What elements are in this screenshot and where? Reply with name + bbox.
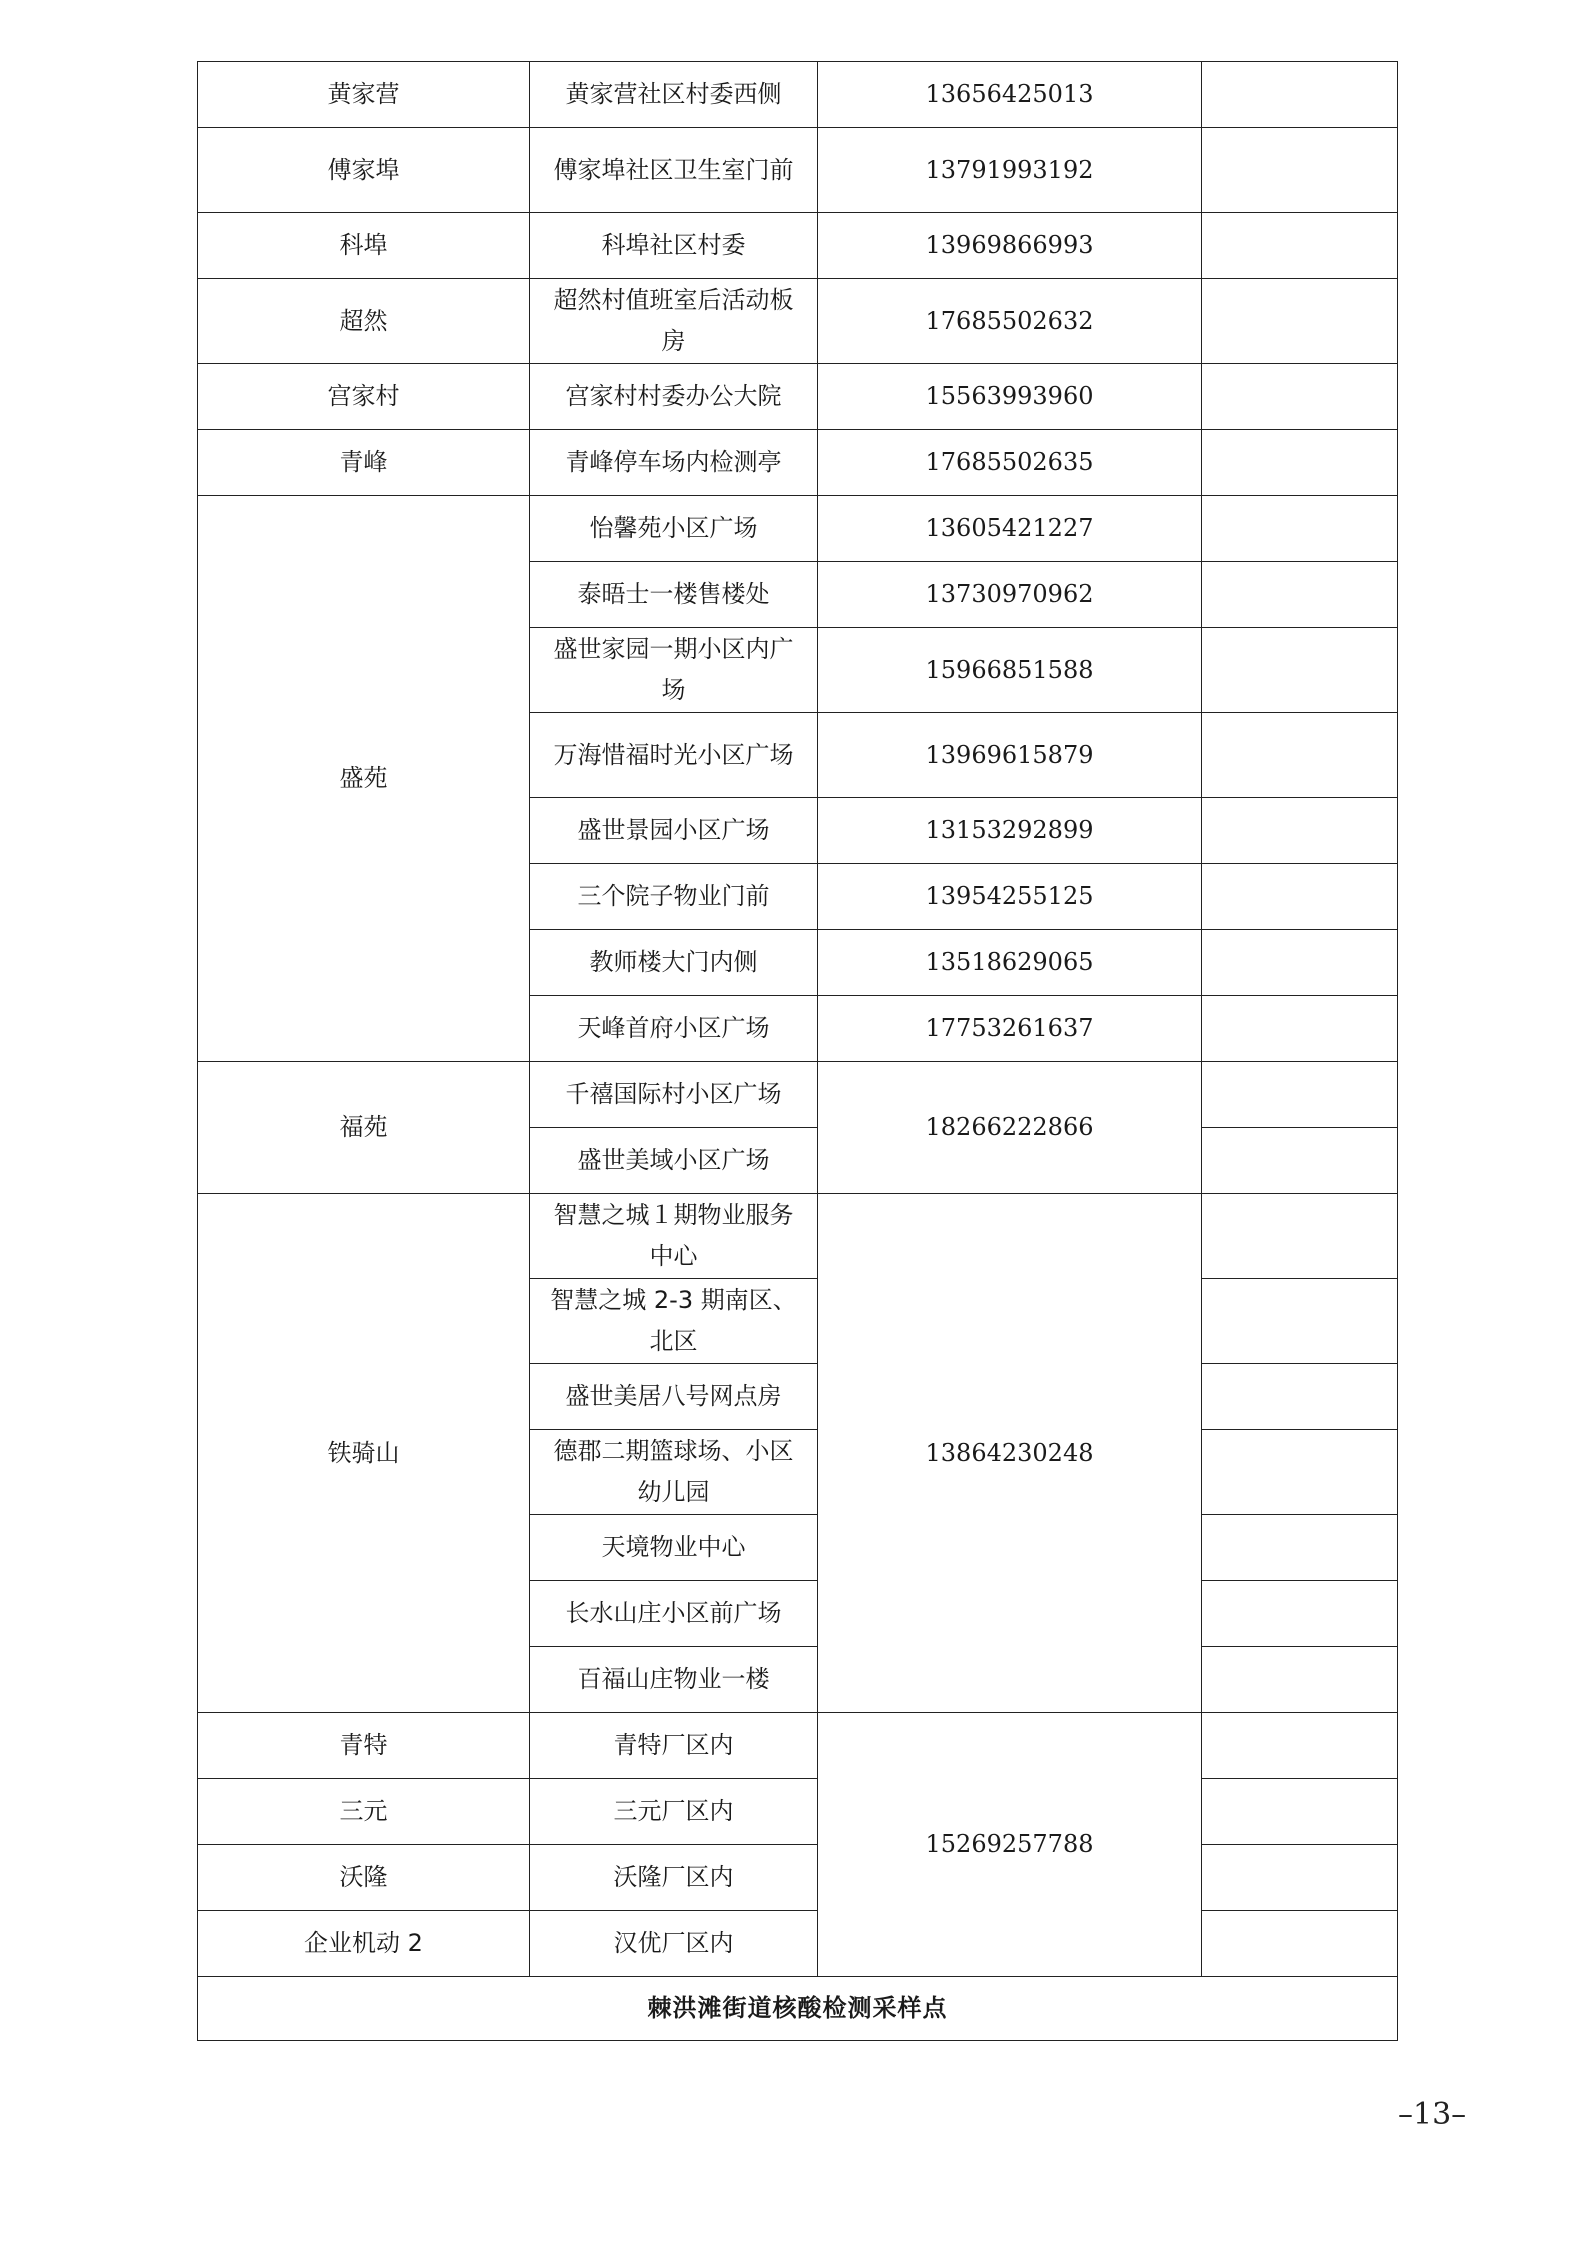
phone-cell: 13954255125 [818,864,1202,930]
community-cell-tieqishan: 铁骑山 [198,1194,530,1713]
site-cell: 教师楼大门内侧 [530,930,818,996]
table-row [198,1713,1398,1779]
site-cell: 三个院子物业门前 [530,864,818,930]
note-cell [1202,1279,1398,1364]
table-row [198,279,1398,364]
note-cell [1202,1194,1398,1279]
note-cell [1202,864,1398,930]
note-cell [1202,279,1398,364]
site-cell: 盛世景园小区广场 [530,798,818,864]
table-row [198,1845,1398,1911]
note-cell [1202,1713,1398,1779]
note-cell [1202,1647,1398,1713]
community-cell: 傅家埠 [198,128,530,213]
note-cell [1202,628,1398,713]
site-cell: 千禧国际村小区广场 [530,1062,818,1128]
table-row [198,62,1398,128]
site-cell: 德郡二期篮球场、小区幼儿园 [530,1430,818,1515]
site-cell: 沃隆厂区内 [530,1845,818,1911]
site-cell: 超然村值班室后活动板房 [530,279,818,364]
note-cell [1202,1062,1398,1128]
site-cell: 长水山庄小区前广场 [530,1581,818,1647]
site-cell: 智慧之城１期物业服务中心 [530,1194,818,1279]
site-cell: 天境物业中心 [530,1515,818,1581]
note-cell [1202,1581,1398,1647]
site-cell: 盛世美居八号网点房 [530,1364,818,1430]
community-cell: 宫家村 [198,364,530,430]
sampling-sites-table [197,61,1398,2041]
note-cell [1202,1128,1398,1194]
phone-cell: 15563993960 [818,364,1202,430]
site-cell: 盛世美域小区广场 [530,1128,818,1194]
table-row [198,1194,1398,1279]
phone-cell: 13969615879 [818,713,1202,798]
note-cell [1202,430,1398,496]
site-cell: 万海惜福时光小区广场 [530,713,818,798]
phone-cell: 13605421227 [818,496,1202,562]
note-cell [1202,798,1398,864]
note-cell [1202,364,1398,430]
community-cell-shengyuan: 盛苑 [198,496,530,1062]
community-cell: 黄家营 [198,62,530,128]
table-footer-title: 棘洪滩街道核酸检测采样点 [198,1977,1398,2041]
site-cell: 智慧之城 2-3 期南区、北区 [530,1279,818,1364]
community-cell: 沃隆 [198,1845,530,1911]
phone-cell: 13791993192 [818,128,1202,213]
site-cell: 青峰停车场内检测亭 [530,430,818,496]
page-number: –13– [1398,2097,1467,2132]
table-row [198,430,1398,496]
site-cell: 泰晤士一楼售楼处 [530,562,818,628]
note-cell [1202,1779,1398,1845]
note-cell [1202,1845,1398,1911]
site-cell: 百福山庄物业一楼 [530,1647,818,1713]
site-cell: 青特厂区内 [530,1713,818,1779]
table-row [198,1779,1398,1845]
community-cell: 企业机动 2 [198,1911,530,1977]
note-cell [1202,128,1398,213]
phone-cell: 13518629065 [818,930,1202,996]
table-row [198,1911,1398,1977]
phone-cell: 17753261637 [818,996,1202,1062]
note-cell [1202,1911,1398,1977]
table-footer-row [198,1977,1398,2041]
note-cell [1202,930,1398,996]
site-cell: 宫家村村委办公大院 [530,364,818,430]
phone-cell: 15966851588 [818,628,1202,713]
note-cell [1202,1364,1398,1430]
table-row [198,364,1398,430]
table-row [198,1062,1398,1128]
note-cell [1202,62,1398,128]
community-cell: 三元 [198,1779,530,1845]
site-cell: 三元厂区内 [530,1779,818,1845]
site-cell: 傅家埠社区卫生室门前 [530,128,818,213]
phone-cell: 18266222866 [818,1062,1202,1194]
site-cell: 黄家营社区村委西侧 [530,62,818,128]
table-row [198,128,1398,213]
site-cell: 怡馨苑小区广场 [530,496,818,562]
table-row [198,496,1398,562]
note-cell [1202,996,1398,1062]
site-cell: 天峰首府小区广场 [530,996,818,1062]
phone-cell: 15269257788 [818,1713,1202,1977]
phone-cell: 17685502635 [818,430,1202,496]
note-cell [1202,1515,1398,1581]
note-cell [1202,713,1398,798]
community-cell: 超然 [198,279,530,364]
note-cell [1202,1430,1398,1515]
site-cell: 汉优厂区内 [530,1911,818,1977]
note-cell [1202,496,1398,562]
site-cell: 科埠社区村委 [530,213,818,279]
phone-cell: 17685502632 [818,279,1202,364]
community-cell: 青峰 [198,430,530,496]
table-row [198,213,1398,279]
phone-cell: 13969866993 [818,213,1202,279]
phone-cell: 13864230248 [818,1194,1202,1713]
site-cell: 盛世家园一期小区内广场 [530,628,818,713]
phone-cell: 13153292899 [818,798,1202,864]
phone-cell: 13730970962 [818,562,1202,628]
community-cell-fuyuan: 福苑 [198,1062,530,1194]
phone-cell: 13656425013 [818,62,1202,128]
community-cell: 青特 [198,1713,530,1779]
note-cell [1202,562,1398,628]
note-cell [1202,213,1398,279]
community-cell: 科埠 [198,213,530,279]
